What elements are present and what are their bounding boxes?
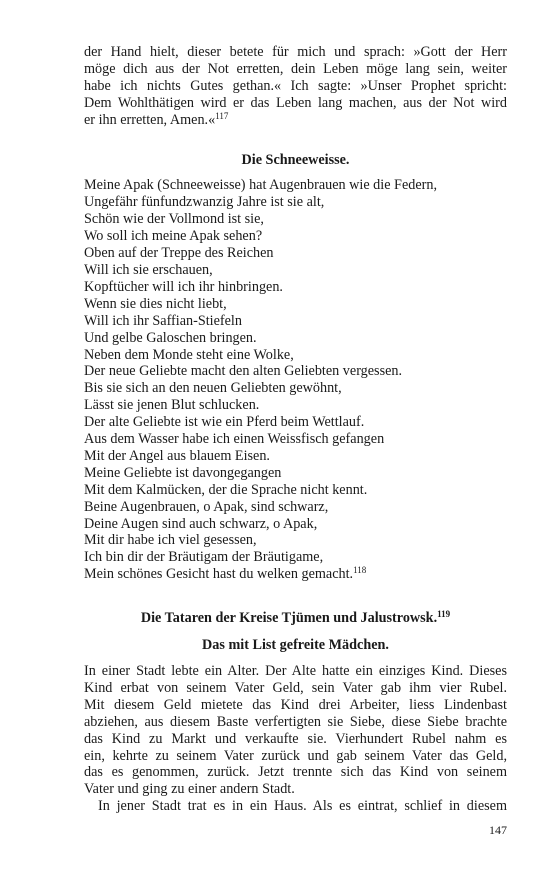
poem-line: Der neue Geliebte macht den alten Geliebten vergessen. bbox=[84, 363, 403, 380]
poem-line: Kopftücher will ich ihr hinbringen. bbox=[84, 278, 283, 295]
text-line: Kind erbat von seinem Vater Geld, sein Vater gab ihm vier Rubel. bbox=[84, 679, 507, 696]
text-line: Vater und ging zu einer andern Stadt. bbox=[84, 781, 295, 798]
poem-line: Der alte Geliebte ist wie ein Pferd beim Wettlauf. bbox=[84, 414, 365, 431]
text-line: In jener Stadt trat es in ein Haus. Als es eintrat, schlief in diesem bbox=[98, 798, 507, 815]
text-line: das es genommen, zurück. Jetzt trennte sich das Kind von seinem bbox=[84, 764, 507, 781]
poem-line: Lässt sie jenen Blut schlucken. bbox=[84, 397, 260, 414]
page-number: 147 bbox=[489, 823, 507, 837]
story-paragraph-2 bbox=[84, 798, 507, 815]
footnote-marker: 118 bbox=[353, 565, 367, 576]
poem-line: Wenn sie dies nicht liebt, bbox=[84, 295, 227, 312]
text-line: habe ich nichts Gutes gethan.« Ich sagte: »Unser Prophet spricht: bbox=[84, 77, 507, 94]
text-line-content: er ihn erretten, Amen.« bbox=[84, 111, 216, 128]
text-line bbox=[84, 112, 507, 129]
poem-line: Mit dem Kalmücken, der die Sprache nicht kennt. bbox=[84, 481, 368, 498]
story-title: Das mit List gefreite Mädchen. bbox=[202, 637, 389, 654]
poem-line: Schön wie der Vollmond ist sie, bbox=[84, 211, 264, 228]
book-page bbox=[84, 44, 507, 815]
intro-paragraph bbox=[84, 44, 507, 129]
poem-line: Und gelbe Galoschen bringen. bbox=[84, 329, 257, 346]
text-line: Mit diesem Geld mietete das Kind drei Arbeiter, liess Lindenbast bbox=[84, 696, 507, 713]
story-paragraph-1 bbox=[84, 663, 507, 798]
poem-line: Aus dem Wasser habe ich einen Weissfisch gefangen bbox=[84, 431, 385, 448]
text-line: abziehen, aus diesem Baste verfertigten sie Siebe, diese Siebe brachte bbox=[84, 713, 507, 730]
poem-line: Ich bin dir der Bräutigam der Bräutigame, bbox=[84, 549, 324, 566]
poem-line: Ungefähr fünfundzwanzig Jahre ist sie alt, bbox=[84, 194, 325, 211]
poem-title: Die Schneeweisse. bbox=[241, 151, 350, 168]
poem-line: Mit dir habe ich viel gesessen, bbox=[84, 532, 257, 549]
footnote-marker: 119 bbox=[437, 609, 451, 620]
poem-line: Meine Apak (Schneeweisse) hat Augenbrauen wie die Federn, bbox=[84, 177, 437, 194]
poem-line: Wo soll ich meine Apak sehen? bbox=[84, 228, 263, 245]
poem-line: Beine Augenbrauen, o Apak, sind schwarz, bbox=[84, 498, 329, 515]
poem-line: Will ich sie erschauen, bbox=[84, 261, 213, 278]
poem-line bbox=[84, 566, 507, 583]
text-line: ein, kehrte zu seinem Vater zurück und gab seinem Vater das Geld, bbox=[84, 747, 507, 764]
poem-line-content: Mein schönes Gesicht hast du welken gemacht. bbox=[84, 566, 354, 583]
section-title-text: Die Tataren der Kreise Tjümen und Jalustrowsk. bbox=[140, 610, 438, 627]
poem-line: Oben auf der Treppe des Reichen bbox=[84, 245, 274, 262]
section-title bbox=[84, 610, 507, 627]
poem bbox=[84, 177, 507, 583]
poem-line: Neben dem Monde steht eine Wolke, bbox=[84, 346, 294, 363]
text-line: In einer Stadt lebte ein Alter. Der Alte hatte ein einziges Kind. Dieses bbox=[84, 663, 507, 679]
text-line: das Kind zu Markt und verkaufte sie. Vierhundert Rubel nahm es bbox=[84, 730, 507, 747]
text-line: Dem Wohlthätigen wird er das Leben lang machen, aus der Not wird bbox=[84, 94, 507, 111]
poem-line: Meine Geliebte ist davongegangen bbox=[84, 464, 282, 481]
poem-line: Bis sie sich an den neuen Geliebten gewöhnt, bbox=[84, 380, 342, 397]
poem-line: Will ich ihr Saffian-Stiefeln bbox=[84, 312, 242, 329]
text-line: der Hand hielt, dieser betete für mich und sprach: »Gott der Herr bbox=[84, 44, 507, 60]
poem-line: Mit der Angel aus blauem Eisen. bbox=[84, 447, 270, 464]
text-line: möge dich aus der Not erretten, dein Leben möge lang sein, weiter bbox=[84, 60, 507, 77]
footnote-marker: 117 bbox=[215, 110, 229, 121]
poem-line: Deine Augen sind auch schwarz, o Apak, bbox=[84, 515, 318, 532]
